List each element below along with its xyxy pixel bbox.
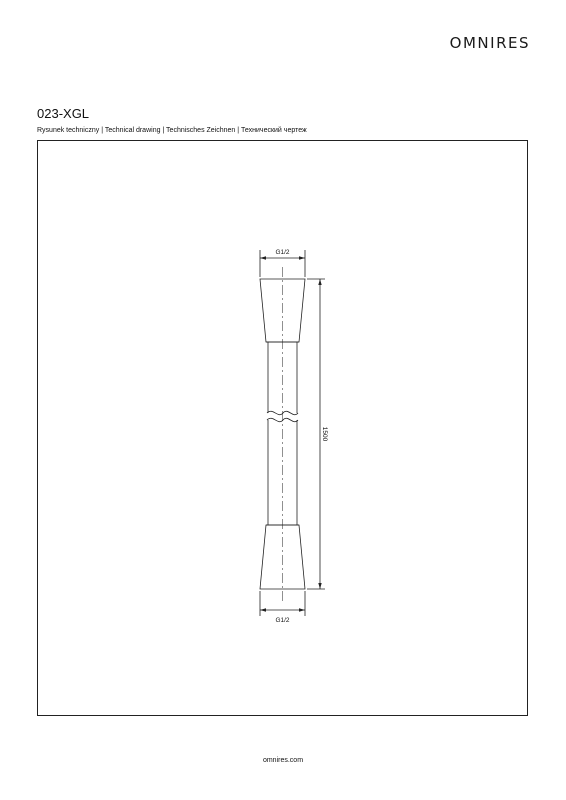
bottom-connector-label: G1/2 (275, 617, 290, 624)
brand-logo: OMNIRES (449, 34, 530, 52)
drawing-subtitle: Rysunek techniczny | Technical drawing | Technisches Zeichnen | Технический чертеж (37, 127, 307, 134)
technical-drawing (37, 140, 528, 716)
length-dimension-label: 1500 (321, 426, 328, 442)
footer-website: omnires.com (262, 757, 304, 764)
top-connector-label: G1/2 (275, 249, 290, 256)
product-code: 023-XGL (37, 106, 90, 121)
